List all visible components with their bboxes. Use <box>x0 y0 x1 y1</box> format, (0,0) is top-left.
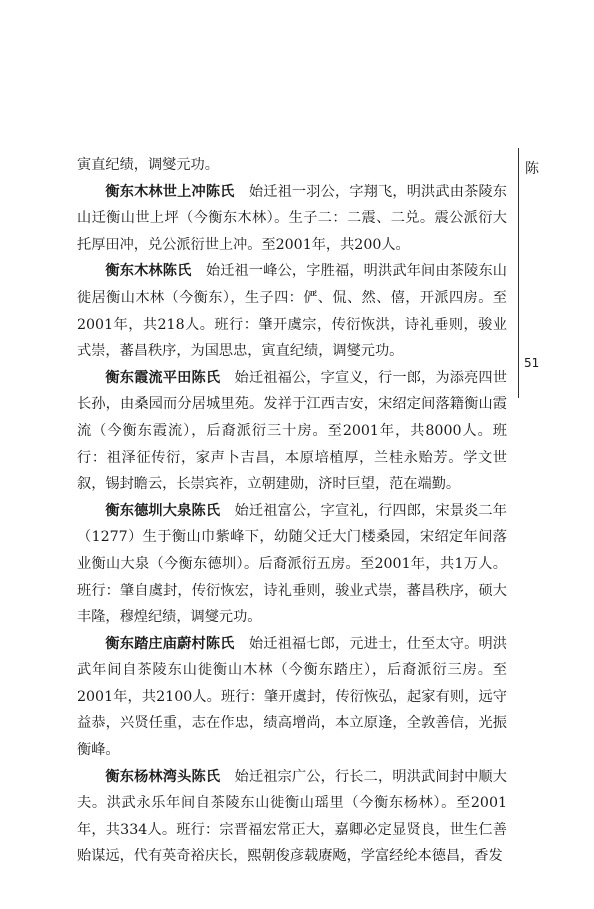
entry-heading: 衡东踏庄庙蔚村陈氏 <box>105 635 235 652</box>
entry-heading: 衡东木林陈氏 <box>105 263 192 280</box>
entry-paragraph <box>77 258 507 364</box>
paragraph-continuation <box>77 152 507 179</box>
entry-heading: 衡东木林世上冲陈氏 <box>105 183 235 200</box>
entry-body: 始迁祖一峰公，字胜福，明洪武年间由茶陵东山徙居衡山木林（今衡东），生子四：俨、侃、然、僖，开派四房。至2001年，共218人。班行：肇开虞宗，传衍恢洪，诗礼垂则，骏业式崇，蕃昌秩序，为国思忠，寅直纪绩，调燮元功。 <box>77 263 507 360</box>
margin-rule <box>518 148 519 398</box>
page-number: 51 <box>524 356 540 370</box>
section-marker: 陈 <box>525 161 539 177</box>
entry-paragraph <box>77 365 507 498</box>
entry-heading: 衡东德圳大泉陈氏 <box>105 502 221 519</box>
entry-body: 始迁祖富公，字宣礼，行四郎，宋景炎二年（1277）生于衡山巾紫峰下，幼随父迁大门楼桑园，宋绍定年间落业衡山大泉（今衡东德圳）。后裔派衍五房。至2001年，共1万人。班行：肇自虞封，传衍恢宏，诗礼垂则，骏业式崇，蕃昌秩序，硕大丰隆，穆煌纪绩，调燮元功。 <box>77 502 507 626</box>
main-text <box>77 152 507 870</box>
entry-paragraph <box>77 498 507 631</box>
entry-heading: 衡东杨林湾头陈氏 <box>105 768 221 785</box>
entry-paragraph <box>77 764 507 870</box>
entry-heading: 衡东霞流平田陈氏 <box>105 369 221 386</box>
entry-body: 始迁祖福七郎，元进士，仕至太守。明洪武年间自茶陵东山徙衡山木林（今衡东踏庄），后裔派衍三房。至2001年，共2100人。班行：肇开虞封，传衍恢弘，起家有则，远守益恭，兴贤任重，志在作忠，绩高增尚，本立原逢，全敦善信，光振衡峰。 <box>77 635 507 759</box>
entry-body: 始迁祖一羽公，字翔飞，明洪武由茶陵东山迁衡山世上坪（今衡东木林）。生子二：二震、二兑。震公派衍大托厚田冲，兑公派衍世上冲。至2001年，共200人。 <box>77 183 507 253</box>
entry-body: 始迁祖宗广公，行长二，明洪武间封中顺大夫。洪武永乐年间自茶陵东山徙衡山瑶里（今衡东杨林）。至2001年，共334人。班行：宗晋福宏常正大，嘉卿必定显贤良，世生仁善贻谋远，代有英奇裕庆长，熙朝俊彦载赓飏，学富经纶本德昌，香发 <box>77 768 507 865</box>
entry-paragraph <box>77 179 507 259</box>
paragraph-body: 寅直纪绩，调燮元功。 <box>77 157 219 173</box>
entry-body: 始迁祖福公，字宣义，行一郎，为添亮四世长孙，由桑园而分居城里苑。发祥于江西吉安，宋绍定间落籍衡山霞流（今衡东霞流），后裔派衍三十房。至2001年，共8000人。班行：祖泽征传衍，家声卜吉昌，本原培植厚，兰桂永贻芳。学文世叙，锡封瞻云，长崇宾祚，立朝建勋，济时巨望，范在端勤。 <box>77 369 507 493</box>
entry-paragraph <box>77 631 507 764</box>
